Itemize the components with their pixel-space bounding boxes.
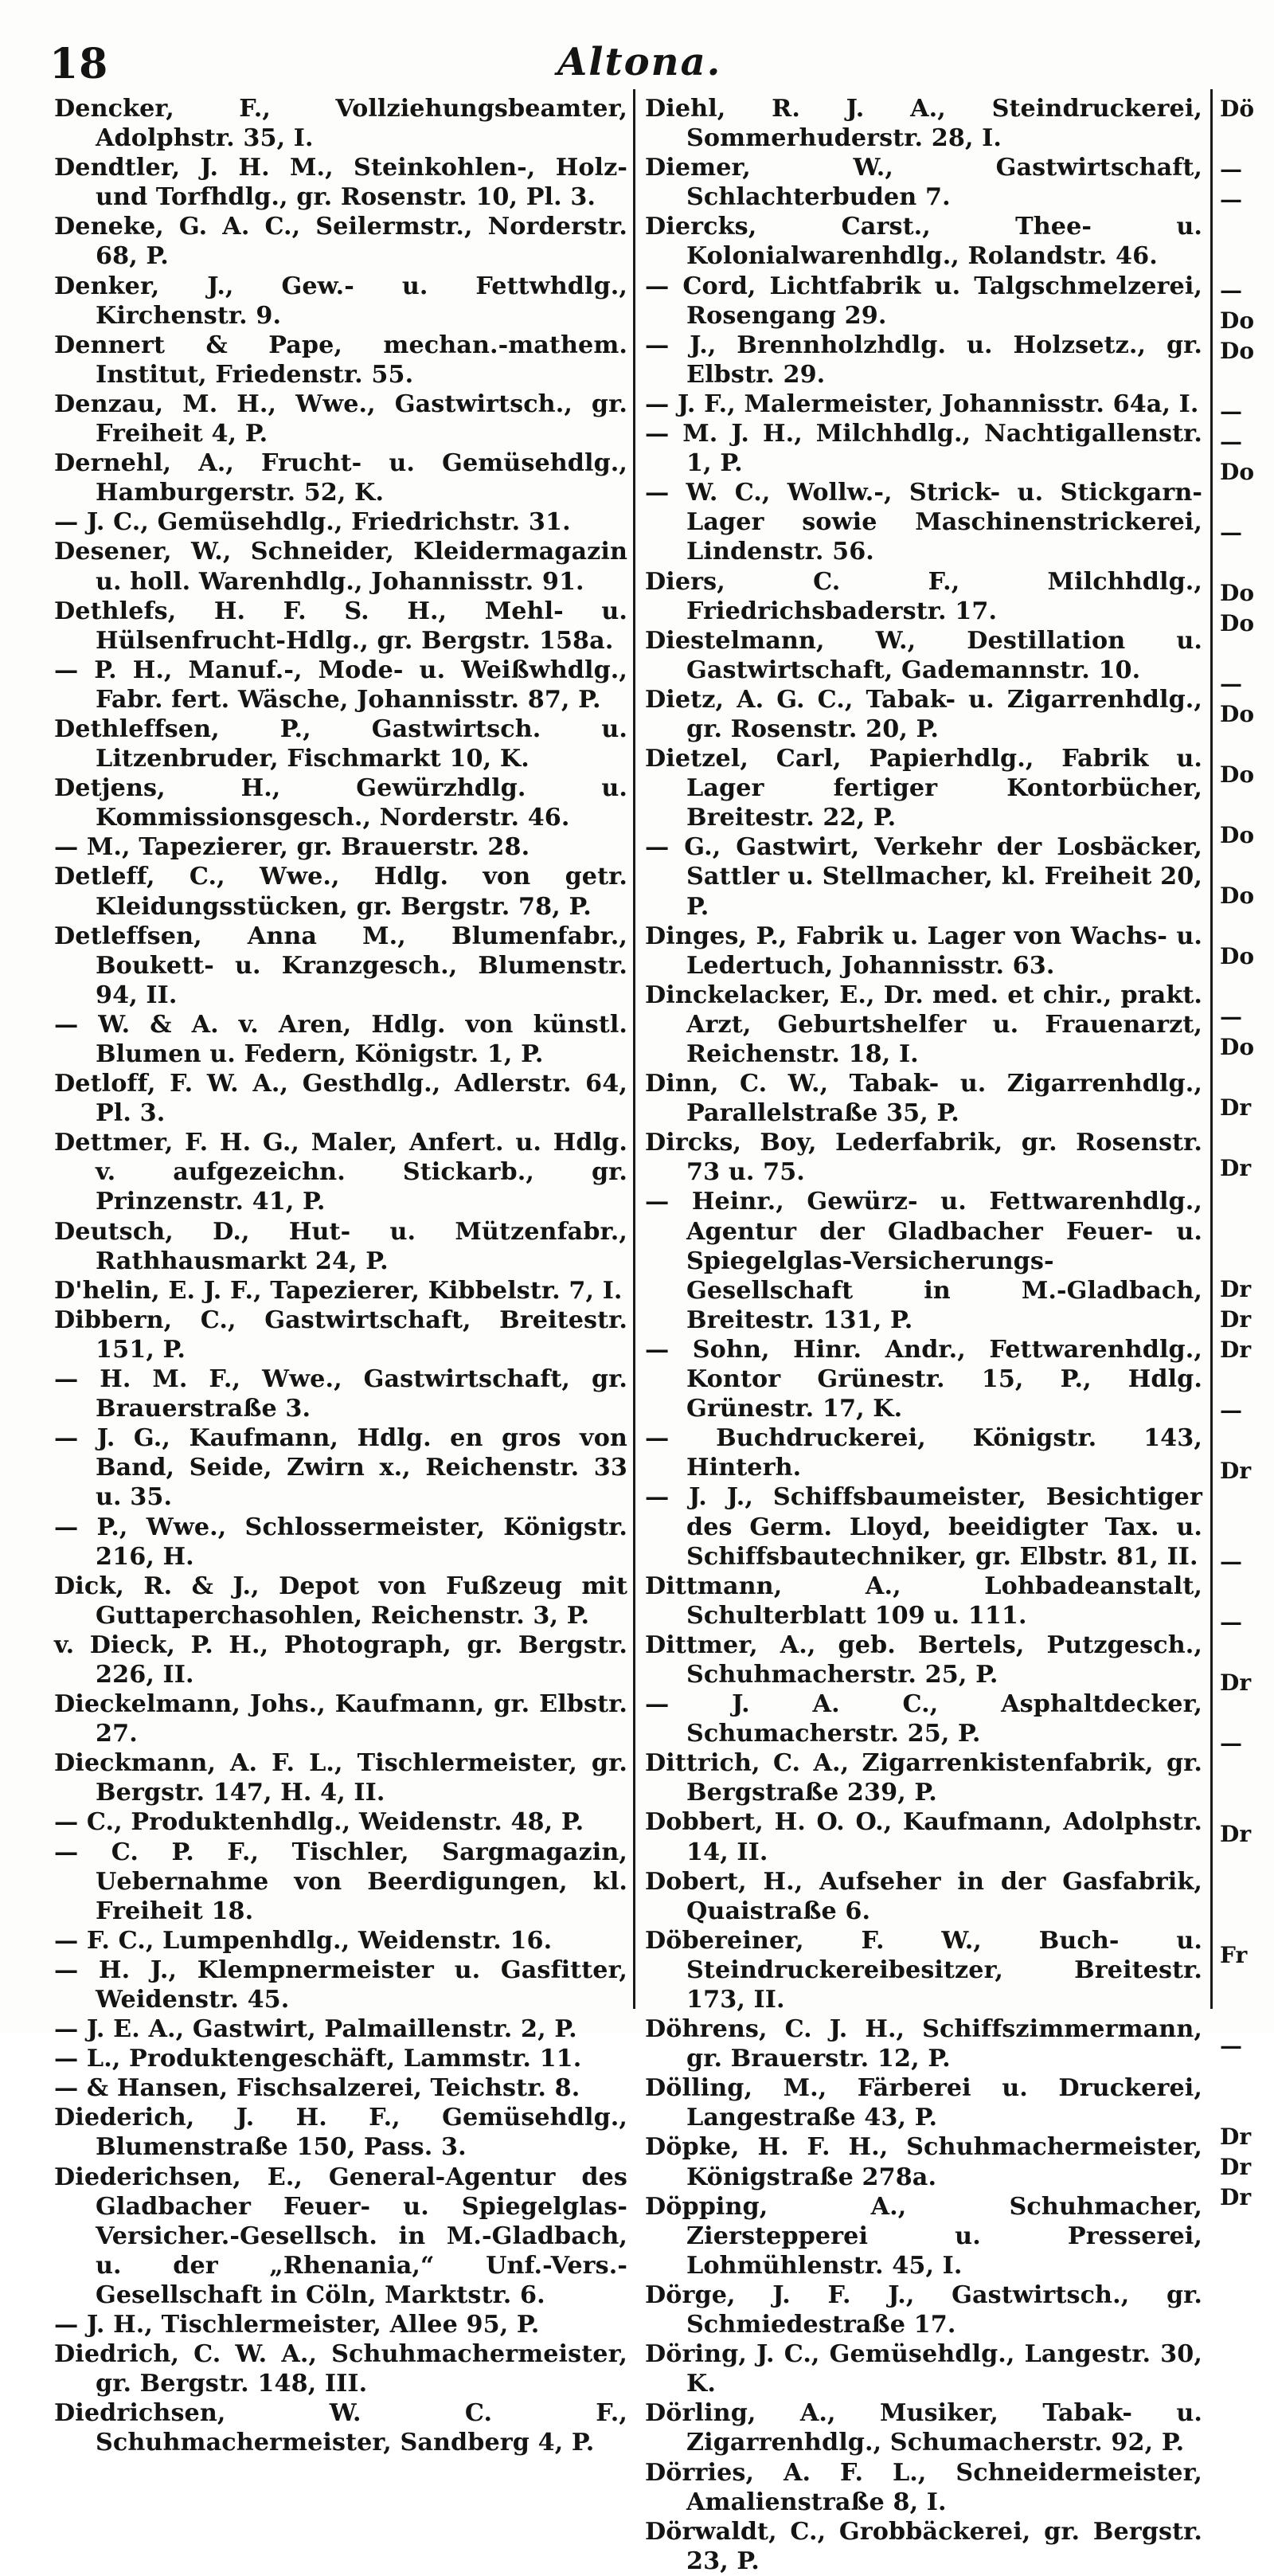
fragment-line: Dr: [1220, 1821, 1252, 1847]
directory-entry: — J. C., Gemüsehdlg., Friedrichstr. 31.: [54, 508, 571, 537]
directory-entry: Dinn, C. W., Tabak- u. Zigarrenhdlg., Parallelstraße 35, P.: [645, 1070, 1202, 1128]
fragment-line: [1220, 487, 1274, 518]
directory-entry: Diedrichsen, W. C. F., Schuhmachermeister, Sandberg 4, P.: [54, 2399, 627, 2457]
fragment-line: [1220, 1184, 1274, 1214]
fragment-line: [1220, 790, 1274, 820]
fragment-line: [1220, 1880, 1274, 1910]
directory-entry: D'helin, E. J. F., Tapezierer, Kibbelstr. 7, I.: [54, 1276, 623, 1305]
fragment-line: Dr: [1220, 1155, 1252, 1181]
fragment-line: Dr: [1220, 2154, 1252, 2180]
directory-entry: Dibbern, C., Gastwirtschaft, Breitestr. 151, P.: [54, 1306, 627, 1364]
fragment-line: —: [1220, 1548, 1243, 1575]
fragment-line: Do: [1220, 822, 1255, 848]
directory-entry: Dettmer, F. H. G., Maler, Anfert. u. Hdlg. v. aufgezeichn. Stickarb., gr. Prinzenstr. 41, P.: [54, 1129, 627, 1216]
left-column: [54, 94, 627, 2458]
directory-entry: Dinges, P., Fabrik u. Lager von Wachs- u. Ledertuch, Johannisstr. 63.: [645, 922, 1202, 980]
directory-entry: — J. F., Malermeister, Johannisstr. 64a, I.: [645, 390, 1199, 418]
directory-entry: — H. J., Klempnermeister u. Gasfitter, Weidenstr. 45.: [54, 1955, 627, 2014]
directory-entry: Detjens, H., Gewürzhdlg. u. Kommissionsgesch., Norderstr. 46.: [54, 774, 627, 832]
fragment-line: —: [1220, 186, 1243, 213]
fragment-line: [1220, 2061, 1274, 2092]
fragment-line: Dr: [1220, 1337, 1252, 1363]
fragment-line: [1220, 1365, 1274, 1396]
column-rule-left: [633, 89, 635, 2009]
fragment-line: Do: [1220, 459, 1255, 485]
fragment-line: Dr: [1220, 2184, 1252, 2210]
directory-entry: Döhrens, C. J. H., Schiffszimmermann, gr. Brauerstr. 12, P.: [645, 2015, 1202, 2073]
directory-entry: Denker, J., Gew.- u. Fettwhdlg., Kirchenstr. 9.: [54, 272, 627, 330]
fragment-line: —: [1220, 1397, 1243, 1423]
directory-entry: Dick, R. & J., Depot von Fußzeug mit Guttaperchasohlen, Reichenstr. 3, P.: [54, 1572, 627, 1630]
directory-entry: Döring, J. C., Gemüsehdlg., Langestr. 30, K.: [645, 2340, 1202, 2398]
directory-entry: Diederich, J. H. F., Gemüsehdlg., Blumenstraße 150, Pass. 3.: [54, 2104, 627, 2162]
fragment-line: [1220, 1577, 1274, 1607]
directory-entry: — P., Wwe., Schlossermeister, Königstr. 216, H.: [54, 1513, 627, 1571]
directory-entry: — W. & A. v. Aren, Hdlg. von künstl. Blumen u. Federn, Königstr. 1, P.: [54, 1010, 627, 1068]
fragment-line: [1220, 366, 1274, 397]
directory-entry: Dieckelmann, Johs., Kaufmann, gr. Elbstr. 27.: [54, 1690, 627, 1748]
fragment-line: —: [1220, 429, 1243, 455]
directory-entry: Diederichsen, E., General-Agentur des Gladbacher Feuer- u. Spiegelglas-Versicher.-Gesellsch. in M.-Gladbach, u. der „Rhenania,“ Unf.-Vers.-Gesellschaft in Cöln, Marktstr. 6.: [54, 2163, 627, 2309]
directory-entry: — J. E. A., Gastwirt, Palmaillenstr. 2, P.: [54, 2015, 577, 2044]
directory-entry: — W. C., Wollw.-, Strick- u. Stickgarn-Lager sowie Maschinenstrickerei, Lindenstr. 56.: [645, 479, 1202, 566]
directory-entry: Detleffsen, Anna M., Blumenfabr., Boukett- u. Kranzgesch., Blumenstr. 94, II.: [54, 922, 627, 1009]
directory-entry: Desener, W., Schneider, Kleidermagazin u. holl. Warenhdlg., Johannisstr. 91.: [54, 538, 627, 596]
directory-entry: Dörge, J. F. J., Gastwirtsch., gr. Schmiedestraße 17.: [645, 2280, 1202, 2339]
directory-entry: Diemer, W., Gastwirtschaft, Schlachterbuden 7.: [645, 154, 1202, 212]
fragment-line: Do: [1220, 883, 1255, 909]
directory-entry: — C., Produktenhdlg., Weidenstr. 48, P.: [54, 1808, 584, 1837]
fragment-line: [1220, 1063, 1274, 1093]
fragment-line: Do: [1220, 943, 1255, 969]
directory-entry: Denzau, M. H., Wwe., Gastwirtsch., gr. Freiheit 4, P.: [54, 390, 627, 448]
middle-column: [645, 94, 1202, 2576]
fragment-line: —: [1220, 671, 1243, 697]
directory-entry: Diercks, Carst., Thee- u. Kolonialwarenhdlg., Rolandstr. 46.: [645, 213, 1202, 271]
directory-entry: Dennert & Pape, mechan.-mathem. Institut, Friedenstr. 55.: [54, 331, 627, 389]
directory-entry: Dietzel, Carl, Papierhdlg., Fabrik u. Lager fertiger Kontorbücher, Breitestr. 22, P.: [645, 745, 1202, 832]
directory-entry: Dobbert, H. O. O., Kaufmann, Adolphstr. 14, II.: [645, 1808, 1202, 1866]
fragment-line: [1220, 1123, 1274, 1153]
fragment-line: [1220, 730, 1274, 760]
running-title: Altona.: [557, 40, 722, 84]
directory-entry: — P. H., Manuf.-, Mode- u. Weißwhdlg., Fabr. fert. Wäsche, Johannisstr. 87, P.: [54, 656, 627, 714]
directory-entry: — J. J., Schiffsbaumeister, Besichtiger des Germ. Lloyd, beeidigter Tax. u. Schiffsbautechniker, gr. Elbstr. 81, II.: [645, 1483, 1202, 1571]
directory-entry: Dieckmann, A. F. L., Tischlermeister, gr. Bergstr. 147, H. 4, II.: [54, 1749, 627, 1807]
fragment-line: [1220, 1698, 1274, 1728]
directory-entry: — Cord, Lichtfabrik u. Talgschmelzerei, Rosengang 29.: [645, 272, 1202, 330]
directory-entry: Diedrich, C. W. A., Schuhmachermeister, gr. Bergstr. 148, III.: [54, 2340, 627, 2398]
directory-entry: — Buchdruckerei, Königstr. 143, Hinterh.: [645, 1424, 1202, 1482]
fragment-line: [1220, 1426, 1274, 1456]
directory-entry: v. Dieck, P. H., Photograph, gr. Bergstr. 226, II.: [54, 1631, 627, 1689]
directory-entry: — F. C., Lumpenhdlg., Weidenstr. 16.: [54, 1926, 553, 1955]
fragment-line: [1220, 911, 1274, 942]
fragment-line: [1220, 1759, 1274, 1789]
directory-entry: Dinckelacker, E., Dr. med. et chir., prakt. Arzt, Geburtshelfer u. Frauenarzt, Reichenstr. 18, I.: [645, 981, 1202, 1068]
fragment-line: [1220, 2092, 1274, 2122]
fragment-line: [1220, 1850, 1274, 1880]
page-number: 18: [49, 40, 109, 88]
fragment-line: [1220, 1517, 1274, 1547]
directory-entry: Dittrich, C. A., Zigarrenkistenfabrik, gr. Bergstraße 239, P.: [645, 1749, 1202, 1807]
fragment-line: [1220, 1910, 1274, 1940]
directory-entry: Dencker, F., Vollziehungsbeamter, Adolphstr. 35, I.: [54, 95, 627, 153]
fragment-line: [1220, 2001, 1274, 2031]
directory-entry: — & Hansen, Fischsalzerei, Teichstr. 8.: [54, 2074, 580, 2103]
fragment-line: [1220, 548, 1274, 578]
fragment-line: Do: [1220, 338, 1255, 364]
directory-entry: — J. H., Tischlermeister, Allee 95, P.: [54, 2311, 540, 2339]
fragment-line: Dö: [1220, 96, 1255, 122]
fragment-line: Do: [1220, 761, 1255, 788]
directory-entry: Dölling, M., Färberei u. Druckerei, Langestraße 43, P.: [645, 2074, 1202, 2132]
directory-entry: — J., Brennholzhdlg. u. Holzsetz., gr. Elbstr. 29.: [645, 331, 1202, 389]
directory-entry: Deutsch, D., Hut- u. Mützenfabr., Rathhausmarkt 24, P.: [54, 1217, 627, 1275]
directory-entry: Döpke, H. F. H., Schuhmachermeister, Königstraße 278a.: [645, 2133, 1202, 2191]
fragment-line: —: [1220, 1004, 1243, 1030]
directory-entry: Diehl, R. J. A., Steindruckerei, Sommerhuderstr. 28, I.: [645, 95, 1202, 153]
fragment-line: Do: [1220, 1034, 1255, 1060]
fragment-line: Do: [1220, 610, 1255, 636]
fragment-line: Fr: [1220, 1942, 1248, 1968]
fragment-line: [1220, 639, 1274, 669]
fragment-line: Dr: [1220, 1670, 1252, 1696]
directory-entry: — J. G., Kaufmann, Hdlg. en gros von Band, Seide, Zwirn x., Reichenstr. 33 u. 35.: [54, 1424, 627, 1512]
directory-entry: — M. J. H., Milchhdlg., Nachtigallenstr. 1, P.: [645, 420, 1202, 478]
fragment-line: [1220, 215, 1274, 245]
directory-entry: Dethleffsen, P., Gastwirtsch. u. Litzenbruder, Fischmarkt 10, K.: [54, 714, 627, 773]
fragment-line: [1220, 1244, 1274, 1274]
directory-entry: Dobert, H., Aufseher in der Gasfabrik, Quaistraße 6.: [645, 1867, 1202, 1925]
directory-entry: Detleff, C., Wwe., Hdlg. von getr. Kleidungsstücken, gr. Bergstr. 78, P.: [54, 863, 627, 921]
directory-entry: — J. A. C., Asphaltdecker, Schumacherstr. 25, P.: [645, 1690, 1202, 1748]
fragment-line: Dr: [1220, 1458, 1252, 1484]
column-rule-right: [1210, 89, 1213, 2009]
fragment-line: Dr: [1220, 2124, 1252, 2150]
directory-entry: — Sohn, Hinr. Andr., Fettwarenhdlg., Kontor Grünestr. 15, P., Hdlg. Grünestr. 17, K.: [645, 1335, 1202, 1423]
fragment-line: [1220, 245, 1274, 276]
fragment-line: [1220, 1486, 1274, 1517]
directory-entry: — M., Tapezierer, gr. Brauerstr. 28.: [54, 833, 530, 862]
directory-entry: Döpping, A., Schuhmacher, Ziersteppereі u. Presserei, Lohmühlenstr. 45, I.: [645, 2192, 1202, 2280]
fragment-line: Dr: [1220, 1094, 1252, 1121]
fragment-line: [1220, 1638, 1274, 1668]
fragment-line: —: [1220, 277, 1243, 303]
fragment-line: —: [1220, 1609, 1243, 1635]
directory-entry: Dietz, A. G. C., Tabak- u. Zigarrenhdlg., gr. Rosenstr. 20, P.: [645, 685, 1202, 743]
directory-entry: — C. P. F., Tischler, Sargmagazin, Uebernahme von Beerdigungen, kl. Freiheit 18.: [54, 1838, 627, 1925]
fragment-line: Dr: [1220, 1276, 1252, 1302]
directory-entry: Detloff, F. W. A., Gesthdlg., Adlerstr. 64, Pl. 3.: [54, 1070, 627, 1128]
directory-entry: — G., Gastwirt, Verkehr der Losbäcker, Sattler u. Stellmacher, kl. Freiheit 20, P.: [645, 833, 1202, 921]
fragment-line: Do: [1220, 701, 1255, 727]
directory-entry: Dethlefs, H. F. S. H., Mehl- u. Hülsenfrucht-Hdlg., gr. Bergstr. 158a.: [54, 597, 627, 655]
directory-entry: Dendtler, J. H. M., Steinkohlen-, Holz- und Torfhdlg., gr. Rosenstr. 10, Pl. 3.: [54, 154, 627, 212]
right-column-fragment: [1220, 94, 1274, 2213]
fragment-line: Do: [1220, 580, 1255, 606]
directory-entry: Dörling, A., Musiker, Tabak- u. Zigarrenhdlg., Schumacherstr. 92, P.: [645, 2399, 1202, 2457]
directory-entry: — Heinr., Gewürz- u. Fettwarenhdlg., Agentur der Gladbacher Feuer- u. Spiegelglas-Versicherungs-Gesellschaft in M.-Gladbach, Breitestr. 131, P.: [645, 1188, 1202, 1334]
fragment-line: Do: [1220, 307, 1255, 334]
fragment-line: —: [1220, 2033, 1243, 2059]
fragment-line: [1220, 1971, 1274, 2001]
directory-entry: Dernehl, A., Frucht- u. Gemüsehdlg., Hamburgerstr. 52, K.: [54, 449, 627, 507]
directory-entry: Deneke, G. A. C., Seilermstr., Norderstr. 68, P.: [54, 213, 627, 271]
fragment-line: Dr: [1220, 1306, 1252, 1333]
directory-entry: Dittmer, A., geb. Bertels, Putzgesch., Schuhmacherstr. 25, P.: [645, 1631, 1202, 1689]
directory-entry: Diers, C. F., Milchhdlg., Friedrichsbaderstr. 17.: [645, 567, 1202, 625]
fragment-line: [1220, 1789, 1274, 1819]
directory-entry: — H. M. F., Wwe., Gastwirtschaft, gr. Brauerstraße 3.: [54, 1365, 627, 1423]
fragment-line: —: [1220, 398, 1243, 425]
fragment-line: [1220, 124, 1274, 155]
directory-entry: Dittmann, A., Lohbadeanstalt, Schulterblatt 109 u. 111.: [645, 1572, 1202, 1630]
directory-entry: Dörwaldt, C., Grobbäckerei, gr. Bergstr. 23, P.: [645, 2517, 1202, 2575]
directory-entry: Döbereiner, F. W., Buch- u. Steindruckereibesitzer, Breitestr. 173, II.: [645, 1926, 1202, 2014]
fragment-line: —: [1220, 1730, 1243, 1756]
directory-entry: Dircks, Boy, Lederfabrik, gr. Rosenstr. 73 u. 75.: [645, 1129, 1202, 1187]
directory-entry: Diestelmann, W., Destillation u. Gastwirtschaft, Gademannstr. 10.: [645, 626, 1202, 684]
directory-entry: Dörries, A. F. L., Schneidermeister, Amalienstraße 8, I.: [645, 2458, 1202, 2516]
fragment-line: [1220, 972, 1274, 1002]
fragment-line: [1220, 851, 1274, 881]
directory-entry: — L., Produktengeschäft, Lammstr. 11.: [54, 2045, 582, 2073]
fragment-line: —: [1220, 156, 1243, 182]
fragment-line: —: [1220, 519, 1243, 546]
fragment-line: [1220, 1214, 1274, 1244]
page-header: [0, 32, 1274, 104]
